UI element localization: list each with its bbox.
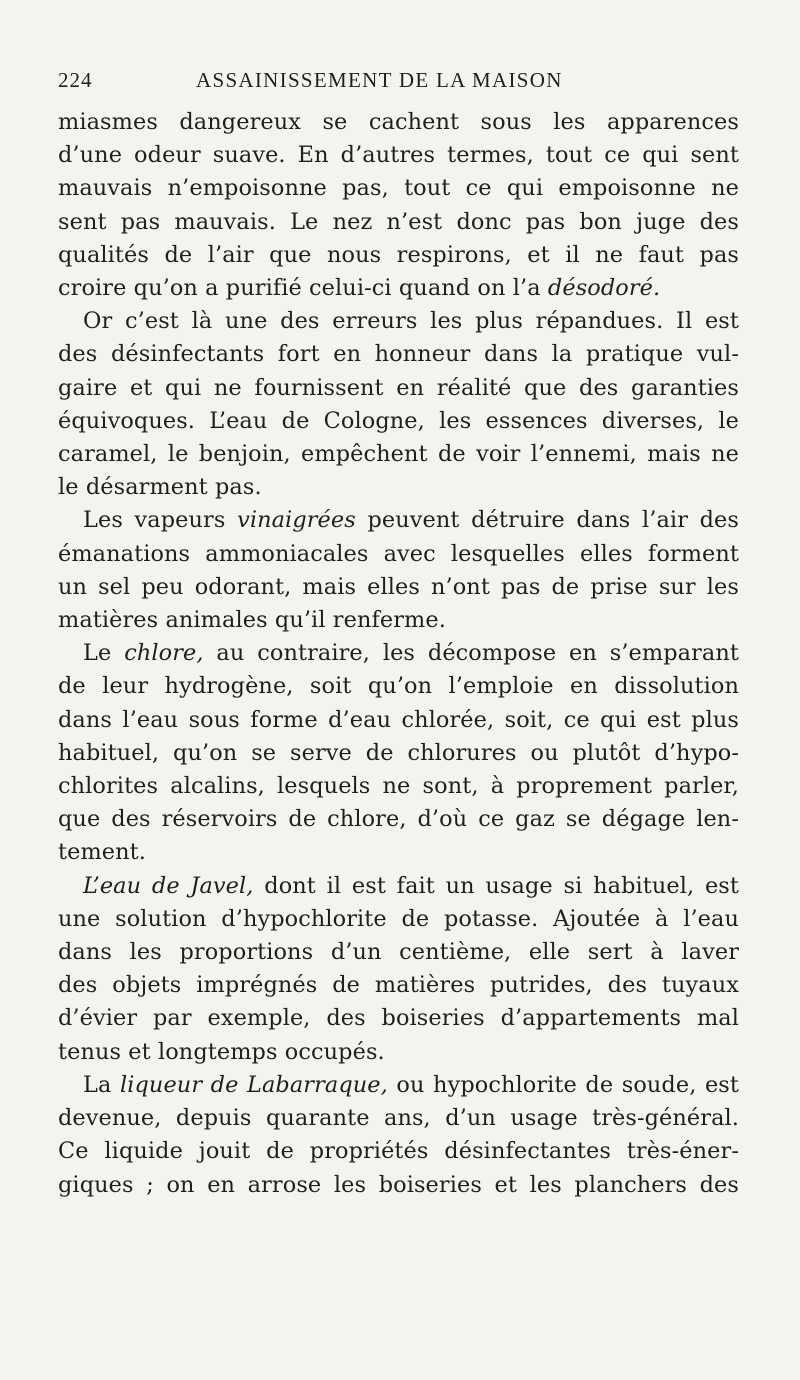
text-run: habituel, qu’on se serve de chlorures ou plutôt d’hypo- — [58, 739, 739, 766]
text-run: giques ; on en arrose les boiseries et les planchers des — [58, 1171, 739, 1198]
text-run: dans les proportions d’un centième, elle sert à laver — [58, 939, 739, 966]
text-run: Le — [83, 640, 125, 667]
text-line — [58, 405, 739, 438]
text-run: dans l’eau sous forme d’eau chlorée, soit, ce qui est plus — [58, 706, 739, 733]
italic-term: L’eau de Javel, — [83, 872, 254, 899]
text-run: un sel peu odorant, mais elles n’ont pas de prise sur les — [58, 573, 739, 600]
text-run: gaire et qui ne fournissent en réalité que des garanties — [58, 374, 739, 401]
page-number: 224 — [58, 68, 93, 92]
text-run: tenus et longtemps occupés. — [58, 1038, 385, 1065]
text-run: émanations ammoniacales avec lesquelles elles forment — [58, 540, 739, 567]
text-line — [58, 305, 739, 338]
text-run: peuvent détruire dans l’air des — [355, 507, 740, 534]
text-line — [58, 338, 739, 371]
text-run: Les vapeurs — [83, 507, 238, 534]
text-line — [58, 206, 739, 239]
text-line — [58, 1169, 739, 1202]
text-line — [58, 272, 739, 305]
text-line — [58, 903, 739, 936]
text-run: Or c’est là une des erreurs les plus répandues. Il est — [83, 308, 739, 335]
text-run: croire qu’on a purifié celui-ci quand on l’a — [58, 275, 548, 302]
italic-term: chlore, — [124, 640, 204, 667]
text-line — [58, 106, 739, 139]
italic-term: liqueur de Labarraque, — [119, 1071, 388, 1098]
text-run: chlorites alcalins, lesquels ne sont, à proprement parler, — [58, 773, 739, 800]
text-run: caramel, le benjoin, empêchent de voir l’ennemi, mais ne — [58, 441, 739, 468]
text-line — [58, 239, 739, 272]
italic-term: vinaigrées — [237, 507, 356, 534]
text-run: ou hypochlorite de soude, est — [387, 1071, 739, 1098]
text-line — [58, 704, 739, 737]
text-line — [58, 1102, 739, 1135]
text-run: matières animales qu’il renferme. — [58, 607, 446, 634]
text-run: des objets imprégnés de matières putrides, des tuyaux — [58, 972, 739, 999]
text-run: sent pas mauvais. Le nez n’est donc pas bon juge des — [58, 208, 739, 235]
text-run: qualités de l’air que nous respirons, et il ne faut pas — [58, 241, 739, 268]
body-text — [58, 106, 739, 1202]
text-run: une solution d’hypochlorite de potasse. Ajoutée à l’eau — [58, 905, 739, 932]
text-line — [58, 637, 739, 670]
text-line — [58, 870, 739, 903]
text-line — [58, 936, 739, 969]
italic-term: désodoré. — [547, 275, 661, 302]
text-line — [58, 737, 739, 770]
text-run: le désarment pas. — [58, 474, 262, 501]
text-line — [58, 803, 739, 836]
text-line — [58, 1002, 739, 1035]
text-line — [58, 770, 739, 803]
text-run: d’une odeur suave. En d’autres termes, tout ce qui sent — [58, 142, 739, 169]
running-title: ASSAINISSEMENT DE LA MAISON — [196, 68, 563, 92]
text-line — [58, 471, 739, 504]
text-line — [58, 139, 739, 172]
text-line — [58, 836, 739, 869]
text-run: mauvais n’empoisonne pas, tout ce qui empoisonne ne — [58, 175, 739, 202]
text-run: devenue, depuis quarante ans, d’un usage très-général. — [58, 1105, 739, 1132]
text-line — [58, 1069, 739, 1102]
text-run: tement. — [58, 839, 146, 866]
text-run: miasmes dangereux se cachent sous les apparences — [58, 109, 739, 135]
text-line — [58, 1036, 739, 1069]
text-run: de leur hydrogène, soit qu’on l’emploie en dissolution — [58, 673, 739, 700]
text-line — [58, 172, 739, 205]
text-run: Ce liquide jouit de propriétés désinfectantes très-éner- — [58, 1138, 739, 1165]
text-run: dont il est fait un usage si habituel, est — [253, 872, 739, 899]
text-run: au contraire, les décompose en s’emparant — [203, 640, 739, 667]
text-run: équivoques. L’eau de Cologne, les essences diverses, le — [58, 407, 739, 434]
text-line — [58, 571, 739, 604]
text-line — [58, 438, 739, 471]
text-line — [58, 670, 739, 703]
text-run: La — [83, 1071, 120, 1098]
text-line — [58, 504, 739, 537]
text-line — [58, 969, 739, 1002]
text-line — [58, 372, 739, 405]
text-line — [58, 604, 739, 637]
page-header — [58, 68, 738, 102]
text-run: que des réservoirs de chlore, d’où ce gaz se dégage len- — [58, 806, 739, 833]
text-line — [58, 538, 739, 571]
text-run: des désinfectants fort en honneur dans la pratique vul- — [58, 341, 739, 368]
text-line — [58, 1135, 739, 1168]
text-run: d’évier par exemple, des boiseries d’appartements mal — [58, 1005, 739, 1032]
